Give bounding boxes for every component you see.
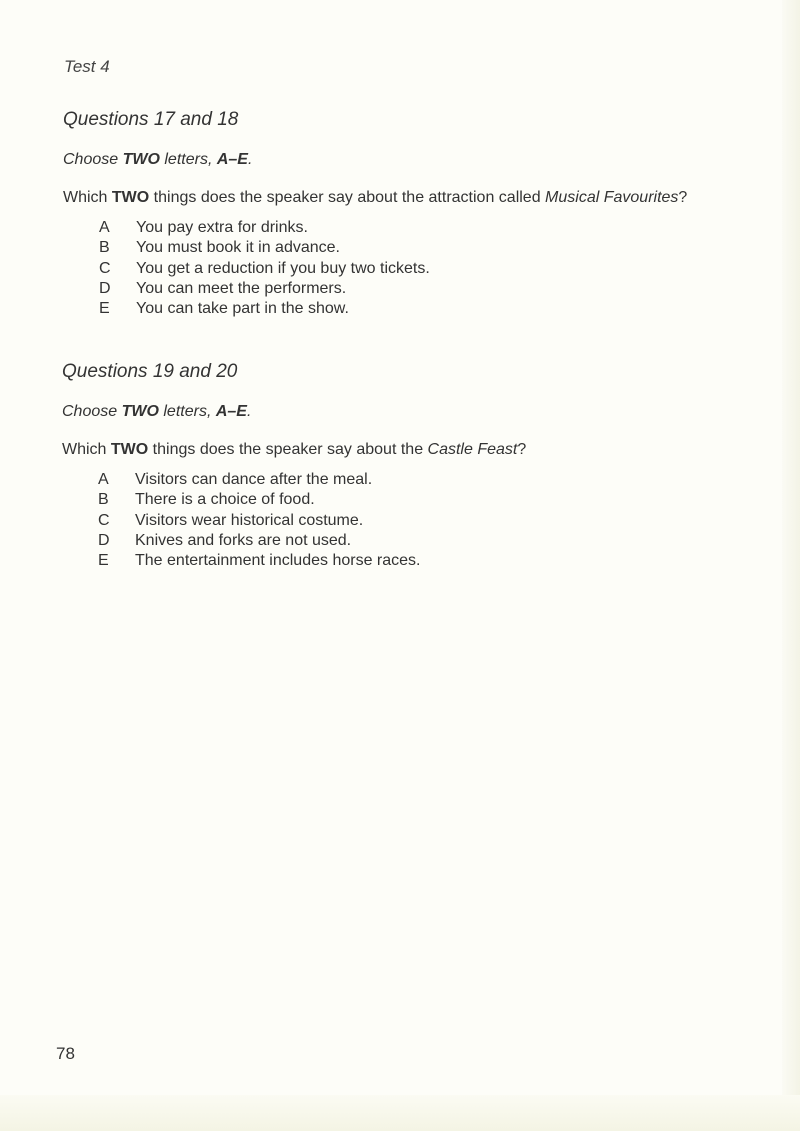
question-italic: Musical Favourites [545,189,679,206]
option-text: Visitors can dance after the meal. [135,471,373,488]
instruction-line [62,402,762,422]
instruction-suffix: . [246,403,252,420]
question-block-17-18 [63,108,763,319]
question-suffix: ? [678,189,688,206]
question-stem [62,440,762,460]
option-item [99,218,763,238]
option-item [99,238,763,258]
question-stem [63,188,763,208]
option-text: You must book it in advance. [136,239,340,257]
instruction-emphasis-count: TWO [122,151,160,168]
page-number: 78 [56,1044,75,1063]
running-header: Test 4 [64,57,110,76]
option-letter: A [99,219,110,236]
question-italic: Castle Feast [427,441,518,458]
option-letter: E [98,552,109,570]
option-list [98,470,762,571]
option-text: You can take part in the show. [136,300,349,318]
option-letter: C [98,511,110,529]
option-letter: D [98,531,110,549]
question-block-19-20 [62,360,762,571]
option-item [99,279,763,299]
instruction-prefix: Choose [62,403,122,420]
option-item [99,259,763,279]
option-letter: C [99,259,111,277]
option-text: You pay extra for drinks. [136,219,308,236]
option-item [98,490,762,510]
instruction-emphasis-range: A–E [215,403,247,420]
instruction-suffix: . [247,151,253,168]
option-letter: D [99,279,111,297]
option-text: The entertainment includes horse races. [135,552,421,570]
question-bold: TWO [111,189,150,206]
option-letter: A [98,471,109,488]
question-prefix: Which [62,441,111,458]
instruction-line [63,150,763,170]
option-item [98,470,762,490]
question-middle: things does the speaker say about the attraction called [149,189,546,206]
option-text: Visitors wear historical costume. [135,511,364,529]
instruction-emphasis-count: TWO [121,403,159,420]
option-item [98,511,762,531]
question-suffix: ? [517,441,527,458]
instruction-emphasis-range: A–E [216,151,248,168]
option-item [98,531,762,551]
option-item [98,551,762,571]
option-item [99,299,763,319]
page-edge-shadow-right [782,0,800,1131]
instruction-middle: letters, [158,403,216,420]
option-text: You can meet the performers. [136,279,347,297]
question-bold: TWO [110,441,149,458]
option-list [99,218,763,319]
option-text: You get a reduction if you buy two tickets. [136,259,430,277]
instruction-prefix: Choose [63,151,123,168]
section-heading: Questions 19 and 20 [62,361,238,382]
instruction-middle: letters, [159,151,217,168]
option-letter: B [98,491,109,509]
option-letter: E [99,300,110,318]
option-letter: B [99,239,110,257]
option-text: There is a choice of food. [135,491,315,509]
question-prefix: Which [63,189,112,206]
option-text: Knives and forks are not used. [135,531,352,549]
question-middle: things does the speaker say about the [148,441,428,458]
page-edge-shadow-bottom [0,1095,800,1131]
section-heading: Questions 17 and 18 [63,109,239,130]
